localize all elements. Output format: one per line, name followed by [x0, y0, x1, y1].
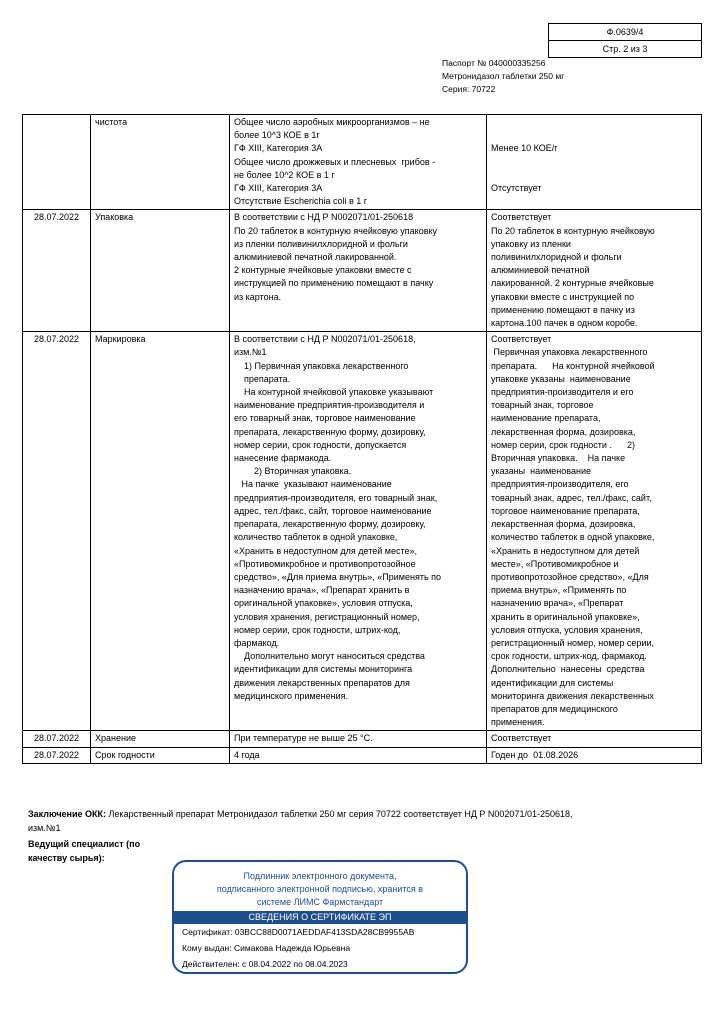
requirement-line: из пленки поливинилхлоридной и фольги	[234, 238, 408, 249]
row-parameter: чистота	[91, 115, 230, 210]
stamp-header	[174, 862, 466, 911]
form-code-box	[548, 23, 702, 58]
row-result	[487, 115, 702, 210]
requirement-line: Общее число дрожжевых и плесневых грибов -	[234, 156, 436, 167]
result-line: Соответствует	[491, 334, 552, 345]
result-line: лекарственная форма, дозировка,	[491, 519, 636, 530]
requirement-line: изм.№1	[234, 347, 267, 358]
requirement-line: инструкцией по применению помещают в пачку	[234, 278, 434, 289]
requirement-line: В соответствии с НД Р N002071/01-250618,	[234, 334, 416, 345]
row-date: 28.07.2022	[23, 731, 91, 747]
test-results-table	[22, 114, 702, 764]
result-line: препаратов для медицинского	[491, 703, 618, 714]
result-line: наименование препарата,	[491, 413, 601, 424]
table-row	[23, 731, 702, 747]
row-parameter: Маркировка	[91, 332, 230, 731]
row-date: 28.07.2022	[23, 747, 91, 763]
requirement-line: 2 контурные ячейковые упаковки вместе с	[234, 265, 412, 276]
requirement-line: алюминиевой печатной лакированной.	[234, 252, 397, 263]
requirement-line: идентификации для системы мониторинга	[234, 664, 413, 675]
row-result	[487, 210, 702, 332]
result-line: приема внутрь», «Применять по	[491, 585, 627, 596]
row-date	[23, 115, 91, 210]
passport-number: Паспорт № 040000335256	[442, 58, 546, 68]
result-line: количество таблеток в одной упаковке,	[491, 532, 655, 543]
requirement-line: количество таблеток в одной упаковке,	[234, 532, 398, 543]
row-date: 28.07.2022	[23, 210, 91, 332]
stamp-line-1: Подлинник электронного документа,	[243, 871, 397, 881]
page-number: Стр. 2 из 3	[549, 40, 701, 57]
row-requirement	[230, 115, 487, 210]
table-body	[23, 115, 702, 764]
row-requirement	[230, 210, 487, 332]
stamp-certificate: Сертификат: 03BCC88D0071AEDDAF413SDA28CB9955AB	[182, 927, 415, 937]
result-line: номер серии, срок годности . 2)	[491, 439, 635, 450]
result-line: лакированной. 2 контурные ячейковые	[491, 278, 654, 289]
result-line: Вторичная упаковка. На пачке	[491, 453, 626, 464]
requirement-line: ГФ XIII, Категория 3А	[234, 143, 323, 154]
requirement-line: адрес, тел./факс, сайт, торговое наименование	[234, 505, 432, 516]
result-line: товарный знак, торговое	[491, 400, 594, 411]
row-result	[487, 332, 702, 731]
requirement-line: «Хранить в недоступном для детей месте»,	[234, 545, 418, 556]
requirement-line: По 20 таблеток в контурную ячейковую упаковку	[234, 225, 438, 236]
requirement-line: препарата.	[234, 373, 291, 384]
requirement-line: средство», «Для приема внутрь», «Применять по	[234, 571, 442, 582]
requirement-line: условия хранения, регистрационный номер,	[234, 611, 420, 622]
requirement-line: 4 года	[234, 749, 260, 760]
product-name: Метронидазол таблетки 250 мг	[442, 71, 565, 81]
series-number: Серия: 70722	[442, 84, 496, 94]
result-line: применению помещают в пачку из	[491, 304, 635, 315]
result-line: Первичная упаковка лекарственного	[491, 347, 648, 358]
requirement-line: «Противомикробное и противопротозойное	[234, 558, 416, 569]
passport-header	[442, 57, 564, 96]
result-line: Соответствует	[491, 733, 552, 744]
result-line: месте», «Противомикробное и	[491, 558, 619, 569]
conclusion-label: Заключение ОКК:	[28, 809, 107, 819]
requirement-line: его товарный знак, торговое наименование	[234, 413, 416, 424]
requirement-line: На контурной ячейковой упаковке указывают	[234, 387, 434, 398]
requirement-line: назначению врача», «Препарат хранить в	[234, 585, 410, 596]
requirement-line: из картона.	[234, 291, 282, 302]
result-line: предприятия-производителя и его	[491, 387, 634, 398]
result-line: лекарственная форма, дозировка,	[491, 426, 636, 437]
result-line: условия отпуска, условия хранения,	[491, 624, 643, 635]
electronic-signature-stamp	[172, 860, 468, 974]
requirement-line: 2) Вторичная упаковка.	[234, 466, 352, 477]
result-line: препарата. На контурной ячейковой	[491, 360, 655, 371]
result-line: противопротозойное средство», «Для	[491, 571, 649, 582]
requirement-line: фармакод.	[234, 637, 280, 648]
result-line: мониторинга движения лекарственных	[491, 690, 654, 701]
result-line: регистрационный номер, номер серии,	[491, 637, 654, 648]
specialist-line-2: качеству сырья):	[28, 853, 105, 863]
result-line: Отсутствует	[491, 183, 542, 194]
row-requirement	[230, 747, 487, 763]
stamp-valid: Действителен: с 08.04.2022 по 08.04.2023	[182, 959, 348, 969]
result-line	[491, 195, 697, 208]
result-line: идентификации для системы	[491, 677, 614, 688]
requirement-line: медицинского применения.	[234, 690, 349, 701]
result-line: По 20 таблеток в контурную ячейковую	[491, 225, 655, 236]
requirement-line: препарата, лекарственную форму, дозировку,	[234, 426, 426, 437]
table-row	[23, 115, 702, 210]
row-requirement	[230, 332, 487, 731]
requirement-line: ГФ XIII, Категория 3А	[234, 183, 323, 194]
result-line	[491, 129, 697, 142]
conclusion-text: Лекарственный препарат Метронидазол таблетки 250 мг серия 70722 соответствует НД Р N002071/01-250618,	[106, 809, 573, 819]
stamp-issued-to: Кому выдан: Симакова Надежда Юрьевна	[182, 943, 351, 953]
result-line: применения.	[491, 717, 545, 728]
specialist-line-1: Ведущий специалист (по	[28, 839, 141, 849]
requirement-line: номер серии, срок годности, допускается	[234, 439, 407, 450]
requirement-line: 1) Первичная упаковка лекарственного	[234, 360, 409, 371]
requirement-line: наименование предприятия-производителя и	[234, 400, 425, 411]
requirement-line: предприятия-производителя, его товарный знак,	[234, 492, 438, 503]
result-line: упаковку из пленки	[491, 238, 571, 249]
requirement-line: не более 10^2 КОЕ в 1 г	[234, 169, 335, 180]
result-line: «Хранить в недоступном для детей	[491, 545, 640, 556]
stamp-line-2: подписанного электронной подписью, хранится в	[216, 884, 424, 894]
result-line: товарный знак, адрес, тел./факс, сайт,	[491, 492, 652, 503]
row-parameter: Срок годности	[91, 747, 230, 763]
result-line	[491, 116, 697, 129]
result-line: поливинилхлоридной и фольги	[491, 252, 622, 263]
table-row	[23, 210, 702, 332]
requirement-line: Дополнительно могут наноситься средства	[234, 651, 425, 662]
conclusion-text-2: изм.№1	[28, 823, 61, 833]
result-line	[491, 169, 697, 182]
result-line: Годен до 01.08.2026	[491, 749, 579, 760]
result-line	[491, 156, 697, 169]
result-line: назначению врача», «Препарат	[491, 598, 624, 609]
table-row	[23, 747, 702, 763]
result-line: торговое наименование препарата,	[491, 505, 640, 516]
row-parameter: Упаковка	[91, 210, 230, 332]
requirement-line: Отсутствие Escherichia coli в 1 г	[234, 196, 368, 207]
result-line: указаны наименование	[491, 466, 591, 477]
result-line: Дополнительно нанесены средства	[491, 664, 645, 675]
row-parameter: Хранение	[91, 731, 230, 747]
result-line: упаковки вместе с инструкцией по	[491, 291, 635, 302]
result-line: алюминиевой печатной	[491, 265, 590, 276]
table-row	[23, 332, 702, 731]
requirement-line: препарата, лекарственную форму, дозировку,	[234, 519, 426, 530]
requirement-line: Общее число аэробных микроорганизмов – не	[234, 117, 430, 127]
requirement-line: В соответствии с НД Р N002071/01-250618	[234, 212, 414, 223]
row-result	[487, 731, 702, 747]
requirement-line: нанесение фармакода.	[234, 453, 332, 464]
result-line: предприятия-производителя, его	[491, 479, 629, 490]
requirement-line: оригинальной упаковке», условия отпуска,	[234, 598, 413, 609]
result-line: хранить в оригинальной упаковке»,	[491, 611, 640, 622]
result-line: упаковке указаны наименование	[491, 373, 631, 384]
requirement-line: движения лекарственных препаратов для	[234, 677, 410, 688]
conclusion	[28, 807, 688, 835]
result-line: картона.100 пачек в одном коробе.	[491, 318, 638, 329]
result-line: срок годности, штрих-код, фармакод.	[491, 651, 647, 662]
requirement-line: более 10^3 КОЕ в 1г	[234, 130, 320, 141]
form-code: Ф.0639/4	[606, 27, 644, 37]
result-line: Соответствует	[491, 212, 552, 223]
requirement-line: На пачке указывают наименование	[234, 479, 392, 490]
row-requirement	[230, 731, 487, 747]
stamp-line-3: системе ЛИМС Фармстандарт	[256, 897, 384, 907]
specialist-label	[28, 837, 140, 865]
stamp-certificate-bar: СВЕДЕНИЯ О СЕРТИФИКАТЕ ЭП	[174, 911, 466, 924]
row-result	[487, 747, 702, 763]
requirement-line: номер серии, срок годности, штрих-код,	[234, 624, 401, 635]
requirement-line: При температуре не выше 25 °С.	[234, 733, 373, 744]
row-date: 28.07.2022	[23, 332, 91, 731]
result-line: Менее 10 КОЕ/г	[491, 143, 558, 154]
